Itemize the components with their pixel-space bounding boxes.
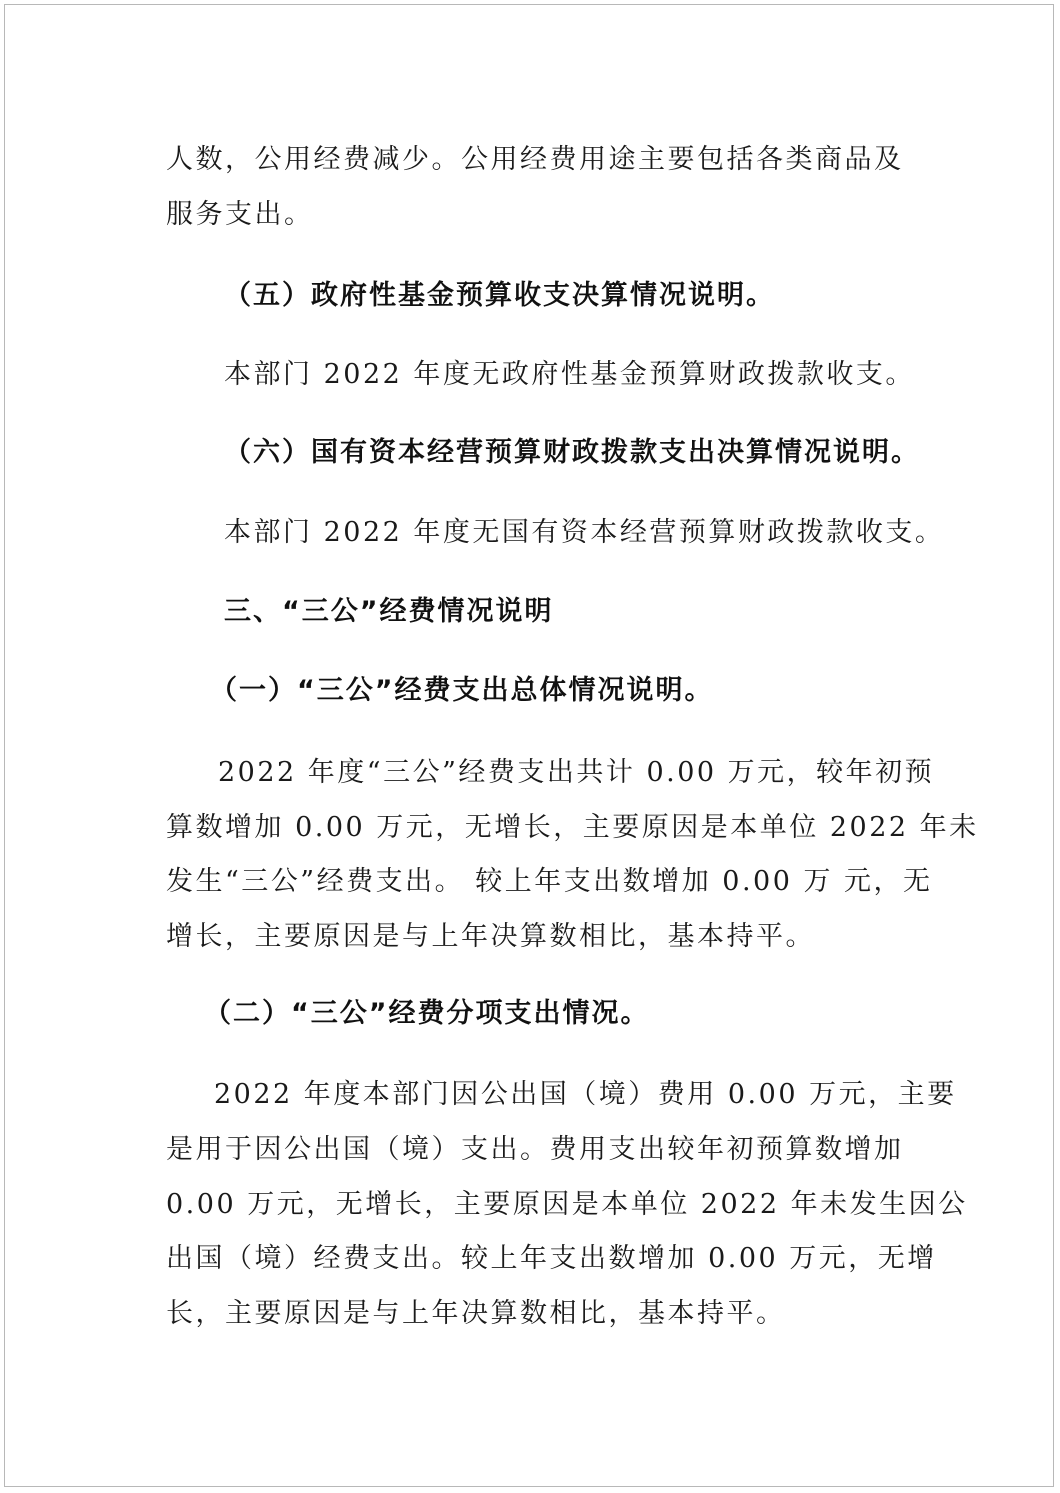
subsection-heading-1: （一）“三公”经费支出总体情况说明。 xyxy=(210,675,714,706)
body-text-line: 2022 年度本部门因公出国（境）费用 0.00 万元，主要 xyxy=(214,1079,957,1110)
body-text-line: 本部门 2022 年度无政府性基金预算财政拨款收支。 xyxy=(224,359,915,390)
body-text-line: 算数增加 0.00 万元，无增长，主要原因是本单位 2022 年未 xyxy=(166,812,979,843)
body-text-line: 0.00 万元，无增长，主要原因是本单位 2022 年未发生因公 xyxy=(166,1189,968,1220)
section-heading-6: （六）国有资本经营预算财政拨款支出决算情况说明。 xyxy=(224,437,920,468)
chapter-heading-3: 三、“三公”经费情况说明 xyxy=(224,596,554,627)
body-text-line: 增长，主要原因是与上年决算数相比，基本持平。 xyxy=(166,921,815,952)
body-text-line: 2022 年度“三公”经费支出共计 0.00 万元，较年初预 xyxy=(218,757,935,788)
body-text-line: 本部门 2022 年度无国有资本经营预算财政拨款收支。 xyxy=(224,517,945,548)
body-text-line: 服务支出。 xyxy=(166,199,314,230)
section-heading-5: （五）政府性基金预算收支决算情况说明。 xyxy=(224,280,775,311)
body-text-line: 人数，公用经费减少。公用经费用途主要包括各类商品及 xyxy=(166,144,904,175)
body-text-line: 发生“三公”经费支出。 较上年支出数增加 0.00 万 元，无 xyxy=(166,866,933,897)
subsection-heading-2: （二）“三公”经费分项支出情况。 xyxy=(204,998,650,1029)
body-text-line: 长，主要原因是与上年决算数相比，基本持平。 xyxy=(166,1298,786,1329)
body-text-line: 出国（境）经费支出。较上年支出数增加 0.00 万元，无增 xyxy=(166,1243,937,1274)
body-text-line: 是用于因公出国（境）支出。费用支出较年初预算数增加 xyxy=(166,1134,904,1165)
